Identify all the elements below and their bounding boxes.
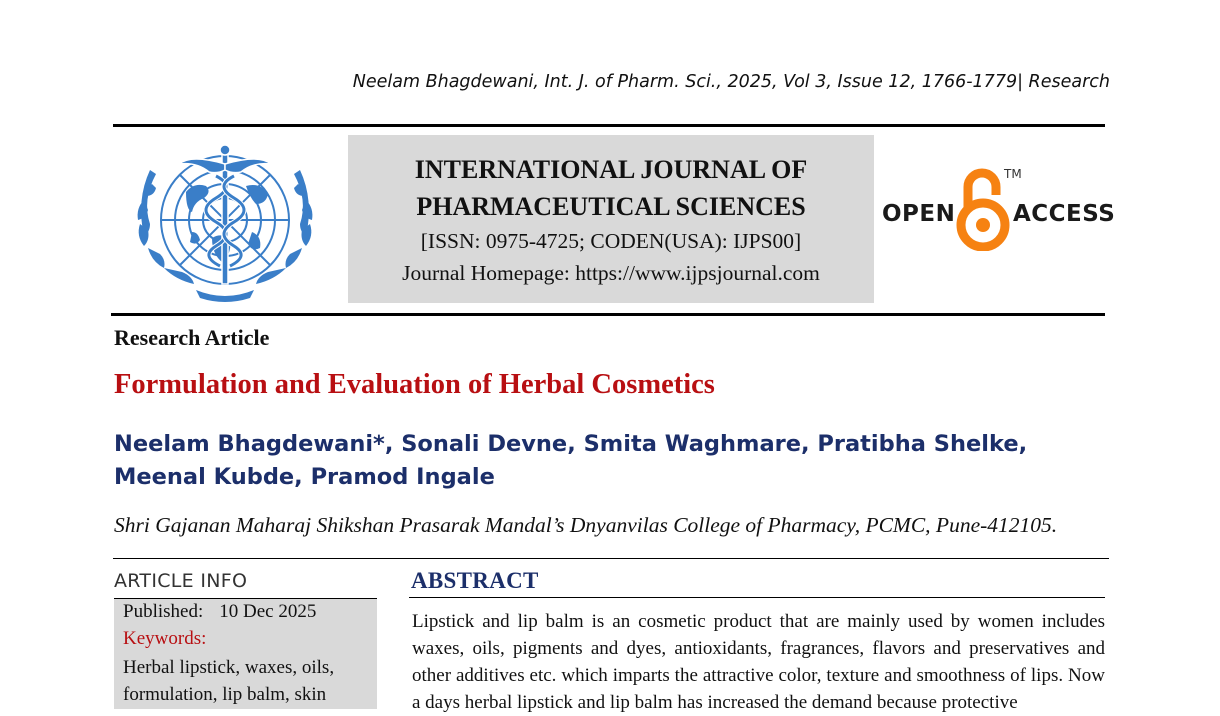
journal-title-line-2: PHARMACEUTICAL SCIENCES [416, 192, 806, 221]
keywords-list: Herbal lipstick, waxes, oils, formulation, lip balm, skin [123, 657, 335, 705]
abstract-divider [409, 597, 1105, 598]
article-type: Research Article [114, 325, 270, 350]
published-date: 10 Dec 2025 [219, 601, 317, 622]
journal-title [348, 151, 874, 225]
published-label: Published: [123, 601, 204, 622]
open-access-trademark: TM [1004, 167, 1022, 181]
header-rule-top [113, 124, 1105, 127]
header-rule-bottom [111, 313, 1105, 316]
un-emblem-caduceus-icon [126, 140, 324, 306]
journal-homepage[interactable]: Journal Homepage: https://www.ijpsjournal.com [402, 261, 820, 285]
author-list: Neelam Bhagdewani*, Sonali Devne, Smita Waghmare, Pratibha Shelke, Meenal Kubde, Pramod Ingale [114, 431, 1028, 490]
abstract-heading: ABSTRACT [411, 568, 539, 593]
published-row [123, 601, 316, 623]
journal-issn: [ISSN: 0975-4725; CODEN(USA): IJPS00] [420, 229, 802, 253]
open-access-open-text: OPEN [882, 201, 956, 227]
article-info-heading: ARTICLE INFO [114, 570, 248, 592]
journal-masthead [348, 135, 874, 303]
open-access-logo [880, 165, 1116, 255]
abstract-body: Lipstick and lip balm is an cosmetic product that are mainly used by women includes waxes, oils, pigments and dyes, antioxidants, fragrances, flavors and preservatives and other additives etc. which imparts the attractive color, texture and smoothness of lips. Now a days herbal lipstick and lip balm has increased the demand because protective [412, 611, 1105, 713]
running-head: Neelam Bhagdewani, Int. J. of Pharm. Sci., 2025, Vol 3, Issue 12, 1766-1779| Research [352, 72, 1110, 92]
affiliation-divider [113, 558, 1109, 559]
keywords-label: Keywords: [123, 628, 207, 649]
article-info-panel [114, 599, 377, 709]
journal-title-line-1: INTERNATIONAL JOURNAL OF [414, 155, 808, 184]
author-affiliation: Shri Gajanan Maharaj Shikshan Prasarak Mandal’s Dnyanvilas College of Pharmacy, PCMC, Pune-412105. [114, 513, 1058, 537]
article-title: Formulation and Evaluation of Herbal Cosmetics [114, 369, 715, 400]
open-access-access-text: ACCESS [1013, 201, 1116, 227]
